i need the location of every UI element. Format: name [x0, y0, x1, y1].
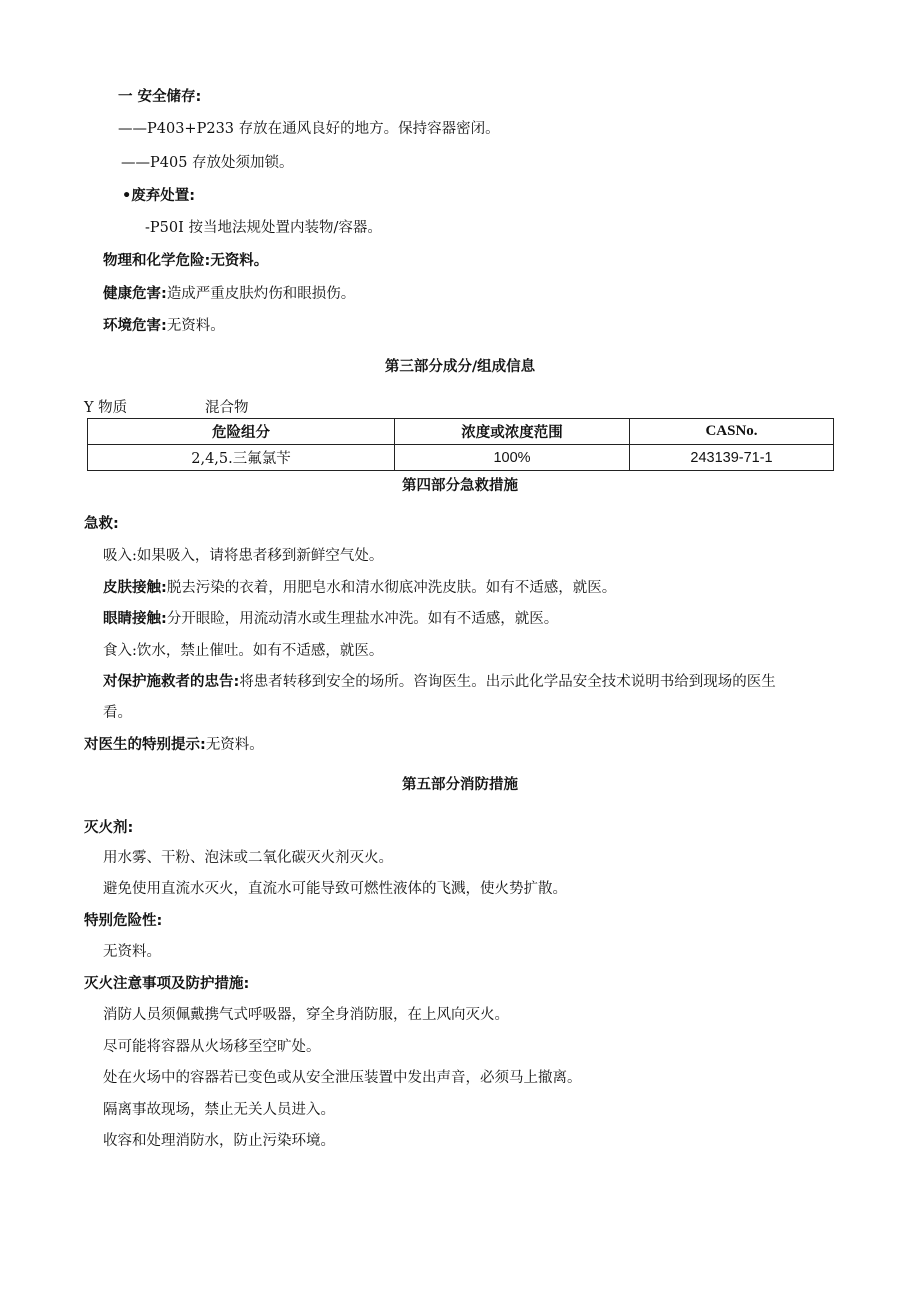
agent-line-1: 用水雾、干粉、泡沫或二氧化碳灭火剂灭火。	[103, 850, 393, 866]
doctor-note-label: 对医生的特别提示:	[84, 737, 206, 753]
cell-component: 2,4,5.三氟氯苄	[88, 445, 395, 471]
doctor-note	[84, 735, 264, 755]
rescuer-advice	[103, 672, 776, 692]
ingestion: 食入:饮水，禁止催吐。如有不适感，就医。	[103, 643, 384, 659]
storage-line-1: ——P403+P233 存放在通风良好的地方。保持容器密闭。	[118, 121, 500, 137]
eye-contact-label: 眼睛接触:	[103, 611, 167, 627]
physchem-hazard-value: 无资料。	[210, 253, 269, 269]
precaution-item: 处在火场中的容器若已变色或从安全泄压装置中发出声音，必须马上撤离。	[103, 1070, 582, 1086]
disposal-heading: •废弃处置:	[122, 188, 196, 204]
header-concentration: 浓度或浓度范围	[395, 419, 630, 445]
env-hazard	[103, 316, 225, 336]
composition-table	[87, 418, 834, 471]
physchem-hazard-label: 物理和化学危险:	[103, 253, 211, 269]
precaution-item: 隔离事故现场，禁止无关人员进入。	[103, 1102, 335, 1118]
substance-value: 混合物	[205, 400, 249, 416]
rescuer-advice-cont: 看。	[103, 705, 132, 721]
disposal-line-1: -P50I 按当地法规处置内装物/容器。	[145, 220, 382, 236]
health-hazard	[103, 284, 355, 304]
health-hazard-value: 造成严重皮肤灼伤和眼损伤。	[166, 286, 356, 302]
skin-contact-value: 脱去污染的衣着，用肥皂水和清水彻底冲洗皮肤。如有不适感，就医。	[166, 580, 617, 596]
header-cas: CASNo.	[630, 419, 834, 445]
table-header-row	[88, 419, 834, 445]
section4-title: 第四部分急救措施	[402, 478, 518, 494]
env-hazard-value: 无资料。	[166, 318, 225, 334]
physchem-hazard	[103, 251, 268, 271]
skin-contact	[103, 578, 616, 598]
doctor-note-value: 无资料。	[205, 737, 264, 753]
eye-contact	[103, 609, 558, 629]
storage-line-2: ——P405 存放处须加锁。	[121, 155, 294, 171]
agent-heading: 灭火剂:	[84, 820, 134, 836]
rescuer-advice-value: 将患者转移到安全的场所。咨询医生。出示此化学品安全技术说明书给到现场的医生	[239, 674, 776, 690]
special-heading: 特别危险性:	[84, 913, 163, 929]
health-hazard-label: 健康危害:	[103, 286, 167, 302]
firstaid-heading: 急救:	[84, 516, 119, 532]
storage-heading: 一 安全储存:	[118, 89, 202, 105]
rescuer-advice-label: 对保护施救者的忠告:	[103, 674, 240, 690]
special-line-1: 无资料。	[103, 944, 161, 960]
precaution-item: 收容和处理消防水，防止污染环境。	[103, 1133, 335, 1149]
header-component: 危险组分	[88, 419, 395, 445]
env-hazard-label: 环境危害:	[103, 318, 167, 334]
table-row	[88, 445, 834, 471]
eye-contact-value: 分开眼睑，用流动清水或生理盐水冲洗。如有不适感，就医。	[166, 611, 559, 627]
cell-concentration: 100%	[395, 445, 630, 471]
precaution-item: 消防人员须佩戴携气式呼吸器，穿全身消防服，在上风向灭火。	[103, 1007, 509, 1023]
agent-line-2: 避免使用直流水灭火，直流水可能导致可燃性液体的飞溅，使火势扩散。	[103, 881, 567, 897]
precautions-heading: 灭火注意事项及防护措施:	[84, 976, 250, 992]
skin-contact-label: 皮肤接触:	[103, 580, 167, 596]
cell-cas: 243139-71-1	[630, 445, 834, 471]
substance-label: Y 物质	[84, 400, 128, 416]
precaution-item: 尽可能将容器从火场移至空旷处。	[103, 1039, 321, 1055]
section5-title: 第五部分消防措施	[402, 777, 518, 793]
section3-title: 第三部分成分/组成信息	[384, 359, 536, 375]
inhalation: 吸入:如果吸入，请将患者移到新鲜空气处。	[103, 548, 384, 564]
